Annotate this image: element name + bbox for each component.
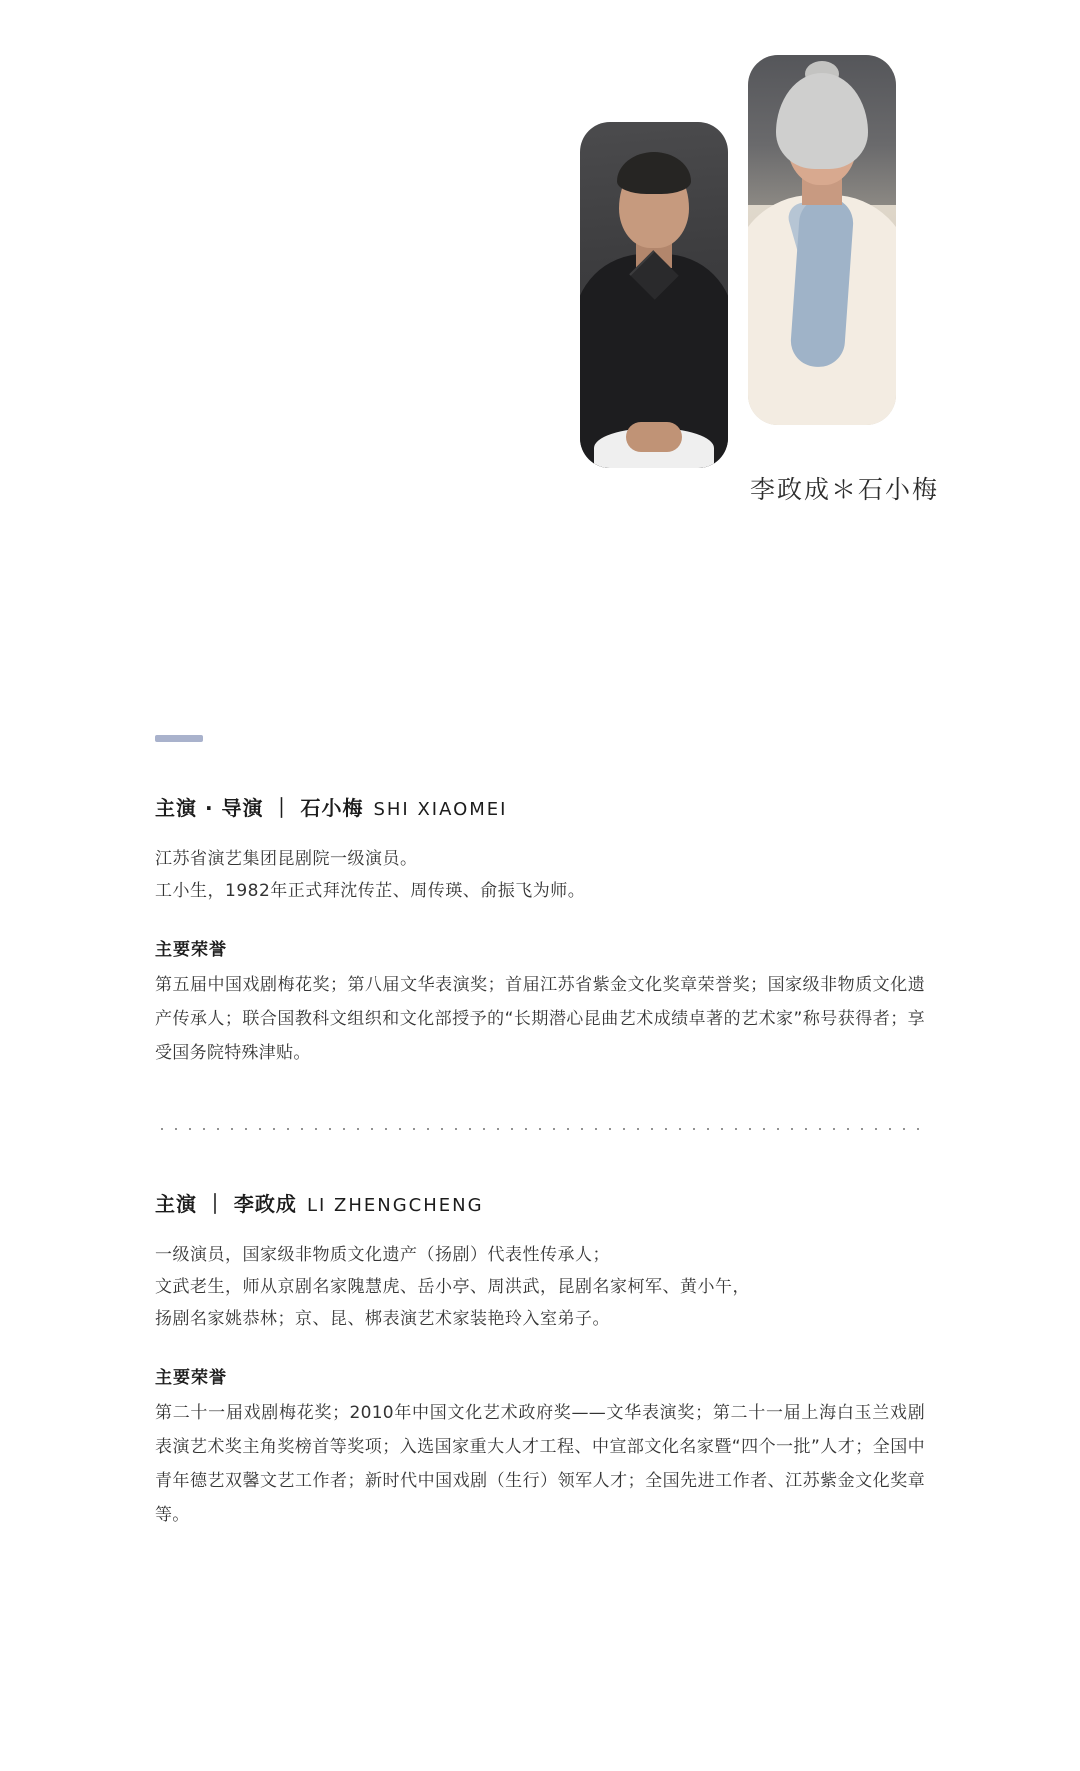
performer-line: 文武老生，师从京剧名家隗慧虎、岳小亭、周洪武，昆剧名家柯军、黄小午， bbox=[155, 1277, 750, 1297]
performer-block-li-zhengcheng bbox=[155, 1188, 925, 1532]
portrait-caption: 李政成＊石小梅 bbox=[750, 475, 940, 504]
accent-bar bbox=[155, 735, 203, 742]
honors-text: 第五届中国戏剧梅花奖；第八届文华表演奖；首届江苏省紫金文化奖章荣誉奖；国家级非物质文化遗产传承人；联合国教科文组织和文化部授予的“长期潜心昆曲艺术成绩卓著的艺术家”称号获得者；享受国务院特殊津贴。 bbox=[155, 975, 925, 1063]
performer-line: 工小生，1982年正式拜沈传芷、周传瑛、俞振飞为师。 bbox=[155, 881, 586, 901]
performer-bios bbox=[155, 735, 925, 1532]
performer-title bbox=[155, 1188, 925, 1217]
portrait-li-zhengcheng bbox=[580, 122, 728, 468]
portrait-gallery bbox=[0, 0, 1080, 520]
performer-role-name: 主演 ｜ 李政成 bbox=[155, 1192, 297, 1216]
portrait-shi-xiaomei bbox=[748, 55, 896, 425]
honors-heading: 主要荣誉 bbox=[155, 940, 227, 960]
performer-pinyin: SHI XIAOMEI bbox=[373, 799, 508, 820]
performer-line: 一级演员，国家级非物质文化遗产（扬剧）代表性传承人； bbox=[155, 1245, 610, 1265]
honors-heading: 主要荣誉 bbox=[155, 1368, 227, 1388]
performer-role-name: 主演 · 导演 ｜ 石小梅 bbox=[155, 796, 364, 820]
performer-line: 扬剧名家姚恭林；京、昆、梆表演艺术家装艳玲入室弟子。 bbox=[155, 1309, 610, 1329]
section-divider bbox=[155, 1128, 925, 1130]
performer-line: 江苏省演艺集团昆剧院一级演员。 bbox=[155, 849, 418, 869]
man-hands-shape bbox=[626, 422, 682, 452]
man-hair-shape bbox=[617, 152, 691, 194]
performer-title bbox=[155, 792, 925, 821]
honors-text: 第二十一届戏剧梅花奖；2010年中国文化艺术政府奖——文华表演奖；第二十一届上海白玉兰戏剧表演艺术奖主角奖榜首等奖项；入选国家重大人才工程、中宣部文化名家暨“四个一批”人才；全国中青年德艺双馨文艺工作者；新时代中国戏剧（生行）领军人才；全国先进工作者、江苏紫金文化奖章等。 bbox=[155, 1403, 925, 1525]
performer-pinyin: LI ZHENGCHENG bbox=[306, 1195, 484, 1216]
performer-block-shi-xiaomei bbox=[155, 792, 925, 1070]
